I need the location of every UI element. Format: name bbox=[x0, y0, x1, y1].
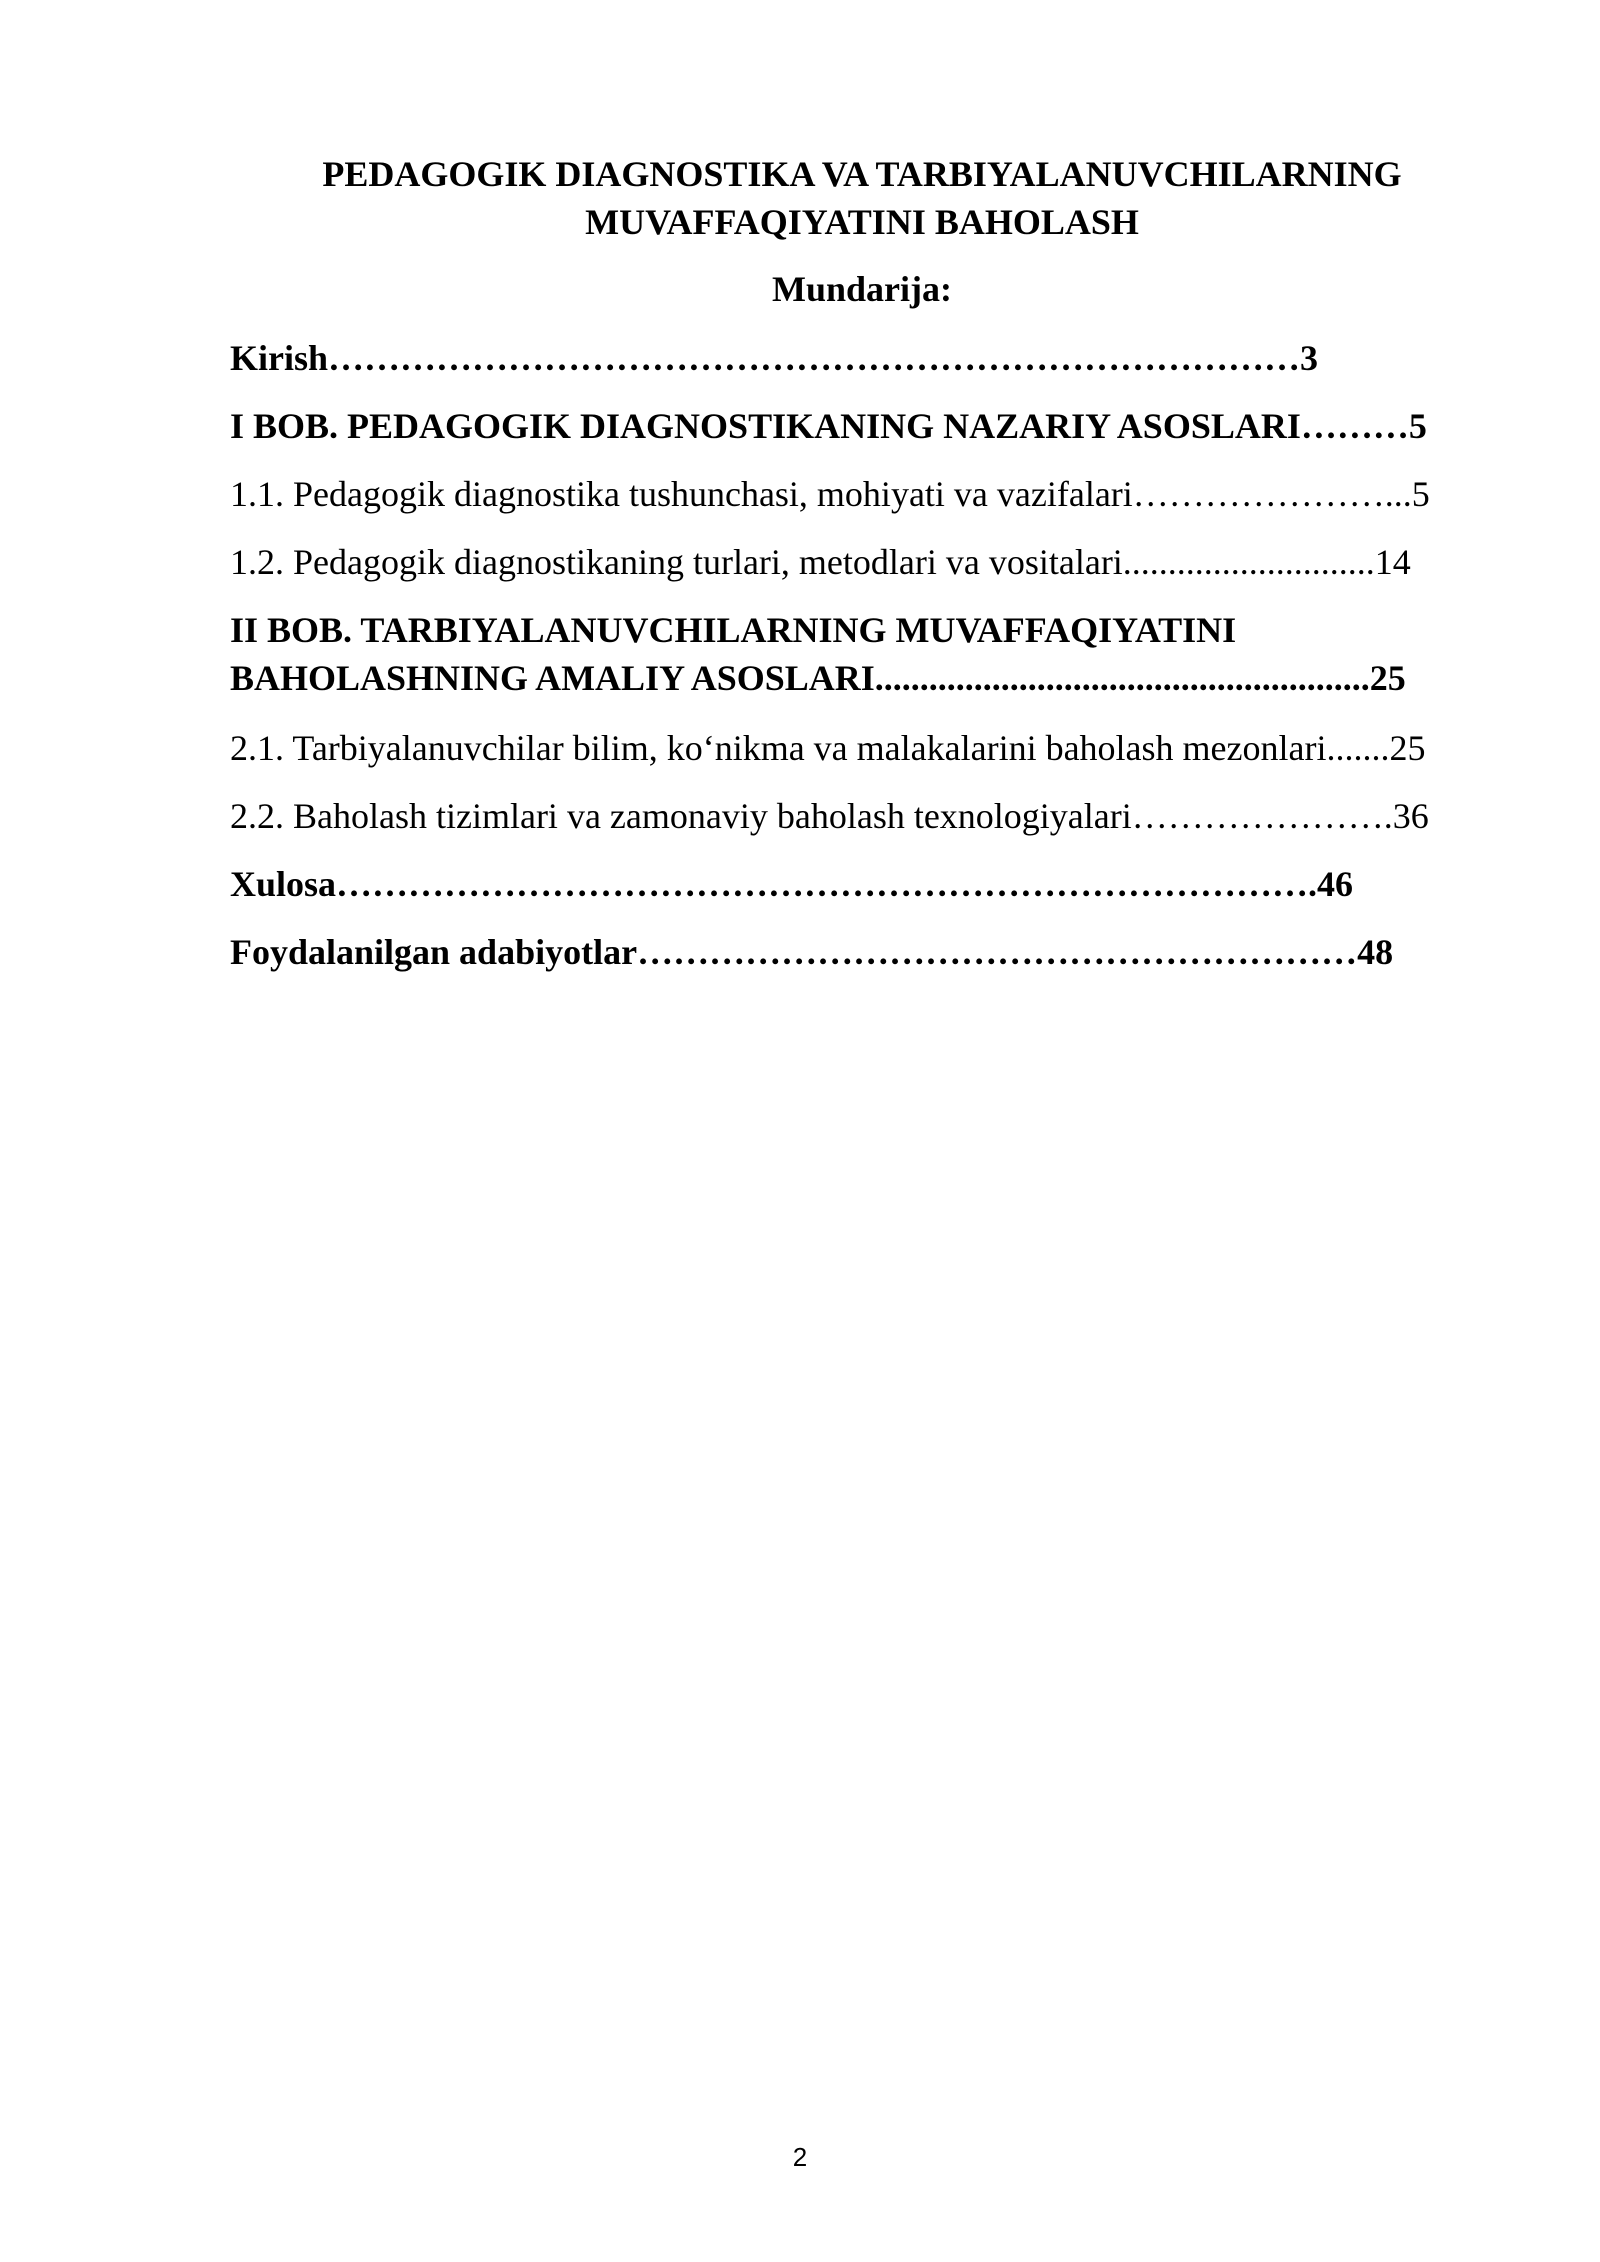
toc-entry-section-1-1: 1.1. Pedagogik diagnostika tushunchasi, mohiyati va vazifalari…………………...5 bbox=[230, 474, 1430, 514]
document-title: PEDAGOGIK DIAGNOSTIKA VA TARBIYALANUVCHILARNING MUVAFFAQIYATINI BAHOLASH bbox=[322, 154, 1402, 242]
toc-entry-section-2-2: 2.2. Baholash tizimlari va zamonaviy baholash texnologiyalari………………….36 bbox=[230, 796, 1429, 836]
toc-entry-section-2-1: 2.1. Tarbiyalanuvchilar bilim, ko‘nikma va malakalarini baholash mezonlari.......25 bbox=[230, 728, 1426, 768]
page-number: 2 bbox=[792, 2142, 808, 2172]
toc-entry-xulosa: Xulosa……………………………………………………………………….46 bbox=[230, 864, 1354, 904]
toc-entry-kirish: Kirish………………………………………………………………………3 bbox=[230, 338, 1319, 378]
toc-entry-chapter-1: I BOB. PEDAGOGIK DIAGNOSTIKANING NAZARIY ASOSLARI………5 bbox=[230, 406, 1427, 446]
toc-entry-adabiyotlar: Foydalanilgan adabiyotlar……………………………………………………48 bbox=[230, 932, 1394, 972]
toc-entry-chapter-2-line-1: II BOB. TARBIYALANUVCHILARNING MUVAFFAQIYATINI bbox=[230, 610, 1237, 650]
toc-heading: Mundarija: bbox=[772, 269, 952, 309]
toc-entry-section-1-2: 1.2. Pedagogik diagnostikaning turlari, metodlari va vositalari............................14 bbox=[230, 542, 1411, 582]
toc-entry-chapter-2-line-2: BAHOLASHNING AMALIY ASOSLARI.......................................................25 bbox=[230, 658, 1406, 698]
